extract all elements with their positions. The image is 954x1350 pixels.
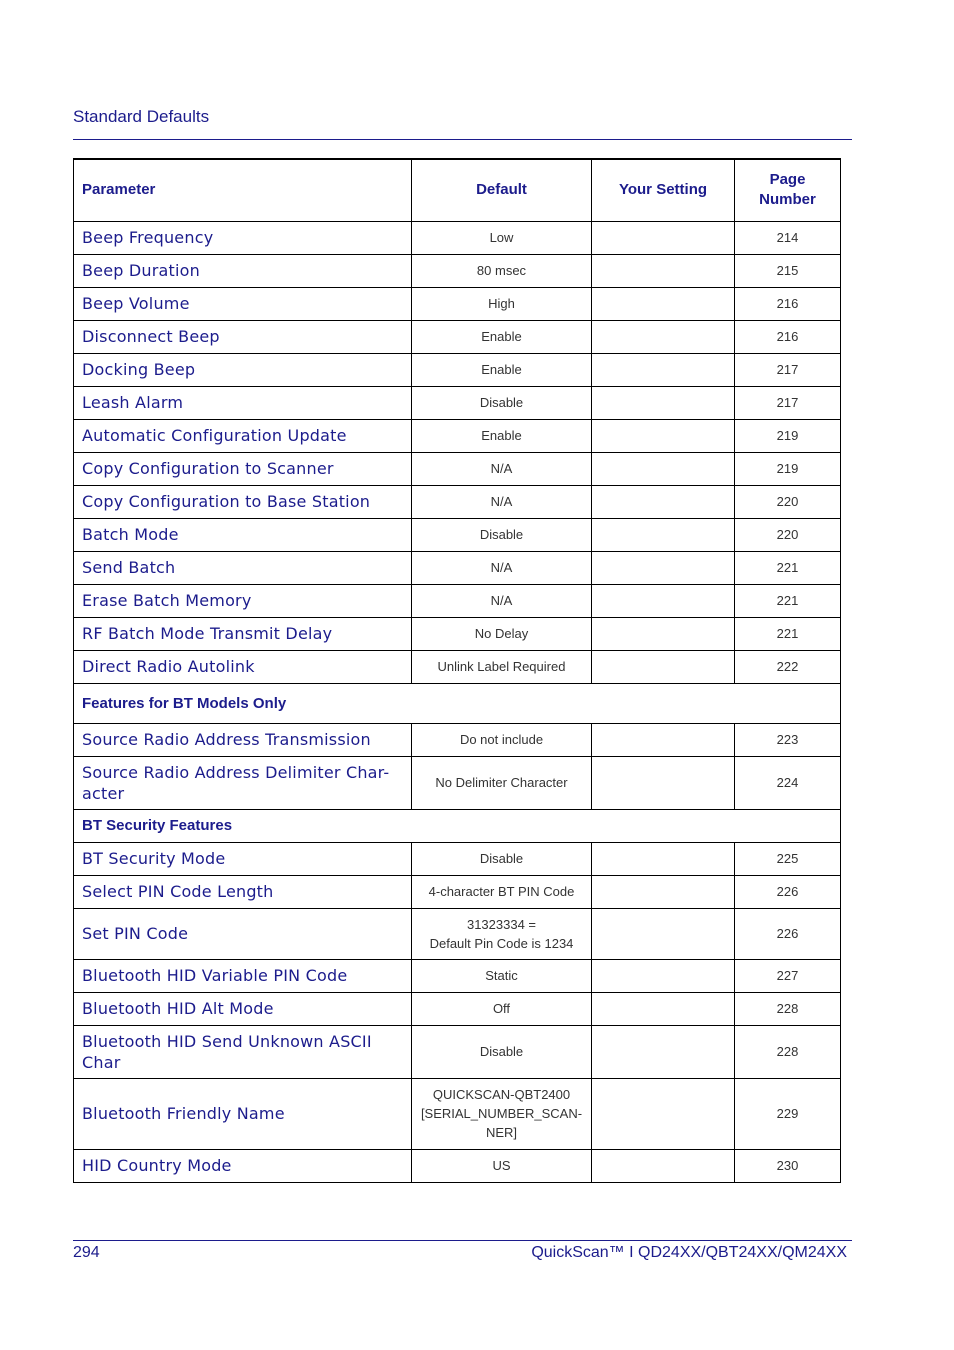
default-cell: High — [412, 287, 592, 320]
table-row — [74, 1149, 841, 1182]
header-rule — [73, 139, 852, 140]
your-setting-cell[interactable] — [592, 452, 735, 485]
default-cell: N/A — [412, 584, 592, 617]
section-row-bt-models — [74, 683, 841, 723]
page-number-cell: 219 — [735, 452, 841, 485]
section-title: Standard Defaults — [73, 107, 210, 126]
default-cell: Disable — [412, 842, 592, 875]
your-setting-cell[interactable] — [592, 1025, 735, 1078]
default-cell: 80 msec — [412, 254, 592, 287]
parameter-cell: Automatic Configuration Update — [74, 419, 412, 452]
your-setting-cell[interactable] — [592, 1149, 735, 1182]
your-setting-cell[interactable] — [592, 959, 735, 992]
parameter-cell: Bluetooth HID Variable PIN Code — [74, 959, 412, 992]
default-cell: Disable — [412, 386, 592, 419]
default-cell: Enable — [412, 419, 592, 452]
table-row — [74, 908, 841, 959]
default-line: Default Pin Code is 1234 — [429, 935, 574, 951]
table-row — [74, 959, 841, 992]
table-row — [74, 617, 841, 650]
table-row — [74, 353, 841, 386]
page-number-cell: 221 — [735, 584, 841, 617]
parameter-cell: Beep Duration — [74, 254, 412, 287]
section-heading-bt-security: BT Security Features — [74, 809, 841, 842]
parameter-cell: RF Batch Mode Transmit Delay — [74, 617, 412, 650]
parameter-line: Char — [82, 1052, 121, 1072]
section-heading-bt-models: Features for BT Models Only — [74, 683, 841, 723]
your-setting-cell[interactable] — [592, 386, 735, 419]
table-row — [74, 650, 841, 683]
your-setting-cell[interactable] — [592, 419, 735, 452]
table-row — [74, 875, 841, 908]
default-cell: N/A — [412, 452, 592, 485]
default-cell: N/A — [412, 551, 592, 584]
your-setting-cell[interactable] — [592, 650, 735, 683]
parameter-cell: Bluetooth Friendly Name — [74, 1078, 412, 1149]
your-setting-cell[interactable] — [592, 320, 735, 353]
column-header-page-number: Page Number — [735, 159, 841, 221]
column-header-your-setting: Your Setting — [592, 159, 735, 221]
parameter-cell: Copy Configuration to Base Station — [74, 485, 412, 518]
default-cell: Enable — [412, 353, 592, 386]
table-row — [74, 221, 841, 254]
parameter-cell: Set PIN Code — [74, 908, 412, 959]
footer-page-number: 294 — [73, 1244, 100, 1261]
table-row — [74, 452, 841, 485]
table-row — [74, 320, 841, 353]
table-row — [74, 992, 841, 1025]
default-cell — [412, 1078, 592, 1149]
standard-defaults-table — [73, 158, 841, 1183]
your-setting-cell[interactable] — [592, 287, 735, 320]
page-number-cell: 217 — [735, 386, 841, 419]
parameter-line: acter — [82, 783, 125, 803]
your-setting-cell[interactable] — [592, 485, 735, 518]
default-line: QUICKSCAN-QBT2400 — [432, 1087, 571, 1102]
page-number-cell: 228 — [735, 1025, 841, 1078]
parameter-cell — [74, 1025, 412, 1078]
table-row — [74, 723, 841, 756]
page-number-cell: 220 — [735, 518, 841, 551]
your-setting-cell[interactable] — [592, 584, 735, 617]
page-number-cell: 221 — [735, 617, 841, 650]
page-number-cell: 214 — [735, 221, 841, 254]
your-setting-cell[interactable] — [592, 353, 735, 386]
parameter-cell: Direct Radio Autolink — [74, 650, 412, 683]
table-row — [74, 756, 841, 809]
parameter-cell: Source Radio Address Transmission — [74, 723, 412, 756]
parameter-cell: Leash Alarm — [74, 386, 412, 419]
table-row — [74, 584, 841, 617]
footer-rule — [73, 1240, 852, 1241]
default-cell: Off — [412, 992, 592, 1025]
table-row — [74, 551, 841, 584]
default-cell — [412, 908, 592, 959]
parameter-cell: Docking Beep — [74, 353, 412, 386]
your-setting-cell[interactable] — [592, 723, 735, 756]
column-header-parameter: Parameter — [74, 159, 412, 221]
parameter-cell: Beep Frequency — [74, 221, 412, 254]
page-number-cell: 228 — [735, 992, 841, 1025]
parameter-line: Source Radio Address Delimiter Char- — [82, 762, 390, 782]
page-number-cell: 217 — [735, 353, 841, 386]
table-row — [74, 287, 841, 320]
page-number-cell: 220 — [735, 485, 841, 518]
table-row — [74, 254, 841, 287]
page-number-cell: 227 — [735, 959, 841, 992]
your-setting-cell[interactable] — [592, 551, 735, 584]
default-cell: N/A — [412, 485, 592, 518]
your-setting-cell[interactable] — [592, 756, 735, 809]
page-number-cell: 225 — [735, 842, 841, 875]
table-row — [74, 842, 841, 875]
page-number-cell: 216 — [735, 320, 841, 353]
page-number-cell: 223 — [735, 723, 841, 756]
page-number-cell: 219 — [735, 419, 841, 452]
your-setting-cell[interactable] — [592, 908, 735, 959]
column-header-default: Default — [412, 159, 592, 221]
default-cell: No Delimiter Character — [412, 756, 592, 809]
page-number-cell: 226 — [735, 908, 841, 959]
default-line: [SERIAL_NUMBER_SCAN- — [420, 1106, 583, 1121]
table-row — [74, 485, 841, 518]
default-cell: No Delay — [412, 617, 592, 650]
default-cell: Do not include — [412, 723, 592, 756]
parameter-cell: Send Batch — [74, 551, 412, 584]
table-row — [74, 1025, 841, 1078]
parameter-cell: Erase Batch Memory — [74, 584, 412, 617]
your-setting-cell[interactable] — [592, 221, 735, 254]
your-setting-cell[interactable] — [592, 992, 735, 1025]
your-setting-cell[interactable] — [592, 875, 735, 908]
your-setting-cell[interactable] — [592, 617, 735, 650]
your-setting-cell[interactable] — [592, 842, 735, 875]
default-line: 31323334 = — [466, 916, 537, 932]
parameter-cell: Copy Configuration to Scanner — [74, 452, 412, 485]
default-cell: Enable — [412, 320, 592, 353]
page-number-cell: 226 — [735, 875, 841, 908]
table-row — [74, 419, 841, 452]
page-number-cell: 230 — [735, 1149, 841, 1182]
default-cell: 4-character BT PIN Code — [412, 875, 592, 908]
parameter-cell: Select PIN Code Length — [74, 875, 412, 908]
default-cell: Unlink Label Required — [412, 650, 592, 683]
default-line: NER] — [485, 1125, 518, 1140]
page-number-cell: 229 — [735, 1078, 841, 1149]
parameter-cell: BT Security Mode — [74, 842, 412, 875]
page-number-cell: 215 — [735, 254, 841, 287]
default-cell: Disable — [412, 1025, 592, 1078]
parameter-cell: Disconnect Beep — [74, 320, 412, 353]
page-number-cell: 224 — [735, 756, 841, 809]
footer-product-title: QuickScan™ I QD24XX/QBT24XX/QM24XX — [531, 1244, 847, 1261]
default-cell: Low — [412, 221, 592, 254]
parameter-cell: HID Country Mode — [74, 1149, 412, 1182]
table-row — [74, 518, 841, 551]
your-setting-cell[interactable] — [592, 518, 735, 551]
your-setting-cell[interactable] — [592, 1078, 735, 1149]
default-cell: Disable — [412, 518, 592, 551]
page-number-cell: 216 — [735, 287, 841, 320]
section-row-bt-security — [74, 809, 841, 842]
parameter-line: Bluetooth HID Send Unknown ASCII — [82, 1031, 372, 1051]
parameter-cell: Beep Volume — [74, 287, 412, 320]
table-row — [74, 1078, 841, 1149]
page-number-cell: 221 — [735, 551, 841, 584]
page-number-cell: 222 — [735, 650, 841, 683]
parameter-cell — [74, 756, 412, 809]
your-setting-cell[interactable] — [592, 254, 735, 287]
parameter-cell: Bluetooth HID Alt Mode — [74, 992, 412, 1025]
parameter-cell: Batch Mode — [74, 518, 412, 551]
table-row — [74, 386, 841, 419]
table-header-row — [74, 159, 841, 221]
default-cell: Static — [412, 959, 592, 992]
default-cell: US — [412, 1149, 592, 1182]
